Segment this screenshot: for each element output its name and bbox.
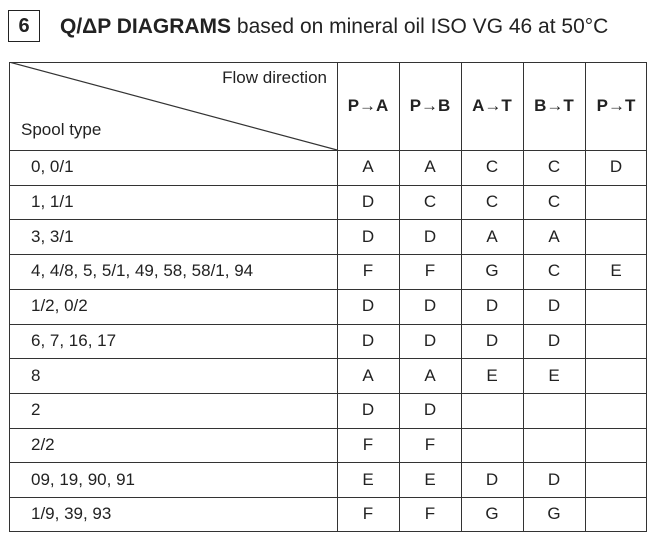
diagram-curve-cell: C: [485, 157, 499, 177]
diagram-curve-cell: [523, 393, 585, 428]
title-bold: Q/ΔP DIAGRAMS: [60, 15, 232, 38]
diagram-curve-cell: D: [361, 400, 375, 420]
diagram-curve-cell: C: [485, 192, 499, 212]
spool-type-cell: 09, 19, 90, 91: [31, 469, 135, 489]
diagram-curve-cell: G: [485, 504, 499, 524]
diagram-curve-cell: D: [361, 296, 375, 316]
diagram-curve-cell: E: [362, 469, 374, 489]
diagram-curve-cell: [523, 428, 585, 463]
column-header: B→T: [534, 96, 574, 115]
diagram-curve-cell: A: [424, 365, 436, 385]
diagram-curve-cell: D: [361, 192, 375, 212]
diagram-curve-cell: F: [362, 261, 374, 281]
spool-type-cell: 2: [31, 400, 41, 420]
diagram-curve-cell: F: [362, 434, 374, 454]
diagram-curve-cell: [461, 393, 523, 428]
spool-type-cell: 1/2, 0/2: [31, 296, 88, 316]
diagram-curve-cell: D: [361, 330, 375, 350]
diagram-curve-cell: D: [423, 400, 437, 420]
diagram-curve-cell: [585, 497, 647, 532]
qdp-table: [9, 62, 647, 532]
diagram-curve-cell: G: [547, 504, 561, 524]
section-number-box: 6: [8, 10, 40, 42]
diagram-curve-cell: [585, 393, 647, 428]
diagram-curve-cell: C: [423, 192, 437, 212]
title-rest: based on mineral oil ISO VG 46 at 50°C: [231, 15, 609, 38]
diagram-curve-cell: D: [547, 296, 561, 316]
flow-direction-label: Flow direction: [222, 68, 327, 87]
diagram-curve-cell: C: [547, 192, 561, 212]
diagram-curve-cell: [585, 428, 647, 463]
diagram-curve-cell: D: [547, 469, 561, 489]
diagram-curve-cell: C: [547, 157, 561, 177]
diagram-curve-cell: D: [361, 226, 375, 246]
diagram-curve-cell: A: [362, 365, 374, 385]
diagram-curve-cell: [585, 289, 647, 324]
diagram-curve-cell: [585, 219, 647, 254]
diagram-curve-cell: D: [485, 469, 499, 489]
column-header: P→T: [596, 96, 636, 115]
spool-type-cell: 1, 1/1: [31, 192, 74, 212]
diagram-curve-cell: E: [424, 469, 436, 489]
diagram-curve-cell: D: [485, 330, 499, 350]
spool-type-cell: 4, 4/8, 5, 5/1, 49, 58, 58/1, 94: [31, 261, 254, 281]
spool-type-cell: 3, 3/1: [31, 226, 74, 246]
diagram-curve-cell: G: [485, 261, 499, 281]
spool-type-cell: 2/2: [31, 434, 55, 454]
diagram-curve-cell: [585, 358, 647, 393]
column-header: P→B: [409, 96, 451, 115]
diagram-curve-cell: D: [547, 330, 561, 350]
page-title: [60, 10, 608, 44]
diagram-curve-cell: A: [424, 157, 436, 177]
spool-type-cell: 0, 0/1: [31, 157, 74, 177]
spool-type-cell: 8: [31, 365, 41, 385]
diagram-curve-cell: [461, 428, 523, 463]
diagram-curve-cell: D: [485, 296, 499, 316]
spool-type-cell: 6, 7, 16, 17: [31, 330, 117, 350]
diagram-curve-cell: D: [609, 157, 623, 177]
diagram-curve-cell: E: [610, 261, 622, 281]
diagram-curve-cell: [585, 185, 647, 220]
spool-type-cell: 1/9, 39, 93: [31, 504, 112, 524]
diagram-curve-cell: F: [424, 261, 436, 281]
column-header: A→T: [472, 96, 512, 115]
diagram-curve-cell: F: [424, 504, 436, 524]
column-header: P→A: [347, 96, 389, 115]
diagram-curve-cell: F: [362, 504, 374, 524]
diagram-curve-cell: [585, 324, 647, 359]
diagram-curve-cell: F: [424, 434, 436, 454]
diagram-curve-cell: E: [548, 365, 560, 385]
spool-type-label: Spool type: [21, 120, 102, 139]
diagram-curve-cell: [585, 462, 647, 497]
diagram-curve-cell: A: [362, 157, 374, 177]
diagram-curve-cell: E: [486, 365, 498, 385]
diagram-curve-cell: C: [547, 261, 561, 281]
diagram-curve-cell: D: [423, 330, 437, 350]
diagram-curve-cell: A: [548, 226, 560, 246]
diagram-curve-cell: A: [486, 226, 498, 246]
diagram-curve-cell: D: [423, 226, 437, 246]
diagram-curve-cell: D: [423, 296, 437, 316]
